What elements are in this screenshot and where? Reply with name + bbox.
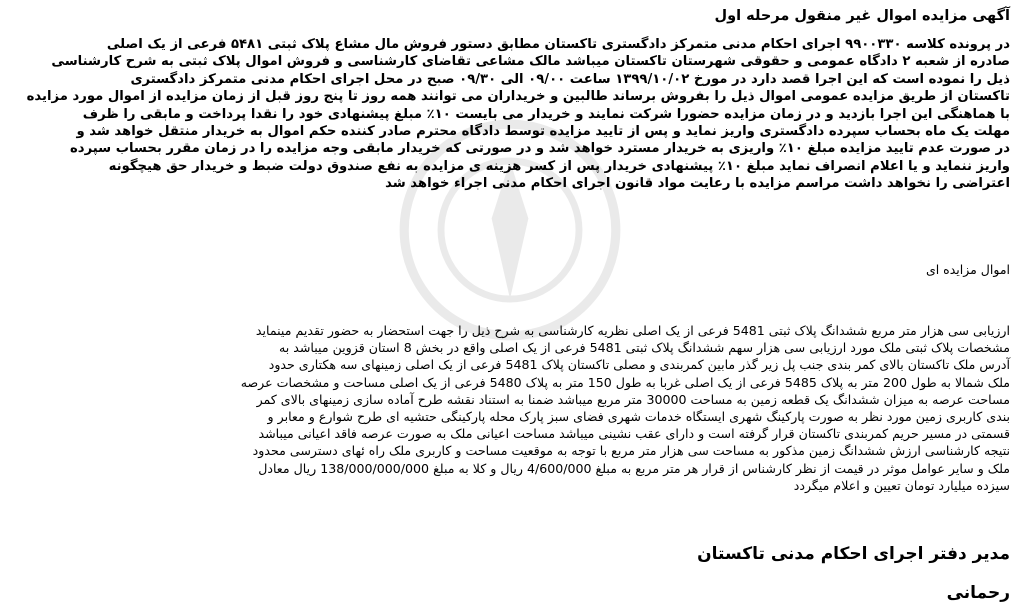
detail-line: ارزیابی سی هزار متر مربع ششدانگ پلاک ثبتی 5481 فرعی از یک اصلی نظریه کارشناسی به شرح ذیل را جهت استحضار به حضور تقدیم مینماید — [255, 323, 1010, 338]
detail-line: سیزده میلیارد تومان تعیین و اعلام میگردد — [793, 477, 1010, 493]
detail-line: قسمتی در مسیر حریم کمربندی تاکستان قرار گرفته است و دارای عقب نشینی میباشد مساحت اعیانی ملک به صورت عرصه فاقد اعیانی میباشد — [258, 426, 1010, 442]
detail-line: ملک و سایر عوامل موثر در قیمت از نظر کارشناس از قرار هر متر مربع به مبلغ 4/600/000 ریال و کلا به مبلغ 138/000/000/000 ریال معادل — [258, 460, 1010, 476]
notice-title: آگهی مزایده اموال غیر منقول مرحله اول — [714, 8, 1010, 24]
intro-line: تاکستان از طریق مزایده عمومی اموال ذیل را بفروش برساند طالبین و خریداران می توانند همه روز تا پنج روز قبل از زمان مزایده از اموال مورد مزایده — [26, 89, 1010, 105]
intro-line: ذیل را نموده است که این اجرا قصد دارد در مورخ ۱۳۹۹/۱۰/۰۲ ساعت ۰۹/۰۰ الی ۰۹/۳۰ صبح در محل اجرای احکام مدنی متمرکز دادگستری — [130, 71, 1010, 87]
intro-line: با هماهنگی این اجرا بازدید و در زمان مزایده حضورا شرکت نمایند و خریدار می بایست ۱۰٪ مبلغ پیشنهادی خود را نقدا پرداخت و مابقی را ظرف — [82, 106, 1010, 122]
intro-line: اعتراضی را نخواهد داشت مراسم مزایده با رعایت مواد قانون اجرای احکام مدنی اجراء خواهد شد — [385, 176, 1010, 192]
intro-line: واریز ننماید و یا اعلام انصراف نماید مبلغ ۱۰٪ پیشنهادی خریدار پس از کسر هزینه ی مزایده به نفع صندوق دولت ضبط و خریدار حق هیچگونه — [108, 158, 1010, 174]
detail-line: نتیجه کارشناسی ارزش ششدانگ زمین مذکور به مساحت سی هزار متر مربع با توجه به موقعیت مساحت و کاربری ملک راه ئهای دسترسی محدود — [252, 443, 1010, 459]
intro-line: صادره از شعبه ۲ دادگاه عمومی و حقوقی شهرستان تاکستان میباشد مالک مشاعی تقاضای کارشناسی و فروش اموال پلاک ثبتی به شرح کارشناسی — [51, 54, 1010, 70]
detail-line: مشخصات پلاک ثبتی ملک مورد ارزیابی سی هزار سهم ششدانگ پلاک ثبتی 5481 فرعی از یک اصلی واقع در بخش 8 استان قزوین میباشد به — [278, 340, 1010, 356]
auction-items-heading: اموال مزایده ای — [925, 262, 1010, 277]
detail-line: مساحت عرصه به میزان ششدانگ یک قطعه زمین به مساحت 30000 متر مربع میباشد ضمنا به استناد نقشه طرح آماده سازی زمینهای بالای کمر — [256, 391, 1010, 407]
notice-intro-paragraph — [12, 36, 1010, 193]
detail-line: ملک شمالا به طول 200 متر به پلاک 5485 فرعی از یک اصلی غربا به طول 150 متر به پلاک 5480 فرعی از یک اصلی مساحت و مشخصات عرصه — [240, 374, 1010, 390]
intro-line: در پرونده کلاسه ۹۹۰۰۳۳۰ اجرای احکام مدنی متمرکز دادگستری تاکستان مطابق دستور فروش مال مشاع پلاک ثبتی ۵۴۸۱ فرعی از یک اصلی — [106, 37, 1010, 52]
property-details-paragraph — [12, 322, 1010, 494]
intro-line: در صورت عدم تایید مزایده مبلغ ۱۰٪ واریزی به خریدار مسترد خواهد شد و در صورتی که خریدار مابقی وجه مزایده را در زمان مقرر بحساب سپرده — [70, 141, 1010, 157]
signature-title: مدیر دفتر اجرای احکام مدنی تاکستان — [697, 544, 1010, 564]
signature-name: رحمانی — [946, 583, 1010, 603]
detail-line: بندی کاربری زمین مورد نظر به صورت پارکینگ شهری ایستگاه خدمات شهری فضای سبز پارک محله پارکینگی حتشیه ای طرح شوارع و معابر و — [267, 409, 1010, 425]
detail-line: آدرس ملک تاکستان بالای کمر بندی جنب پل زیر گذر مابین کمربندی و مصلی تاکستان پلاک 5481 فرعی از یک اصلی زمینهای سه هکتاری حدود — [268, 357, 1010, 373]
intro-line: مهلت یک ماه بحساب سپرده دادگستری واریز نماید و پس از تایید مزایده توسط دادگاه محترم صادر کننده حکم اموال به خریدار منتقل خواهد شد و — [76, 124, 1010, 140]
